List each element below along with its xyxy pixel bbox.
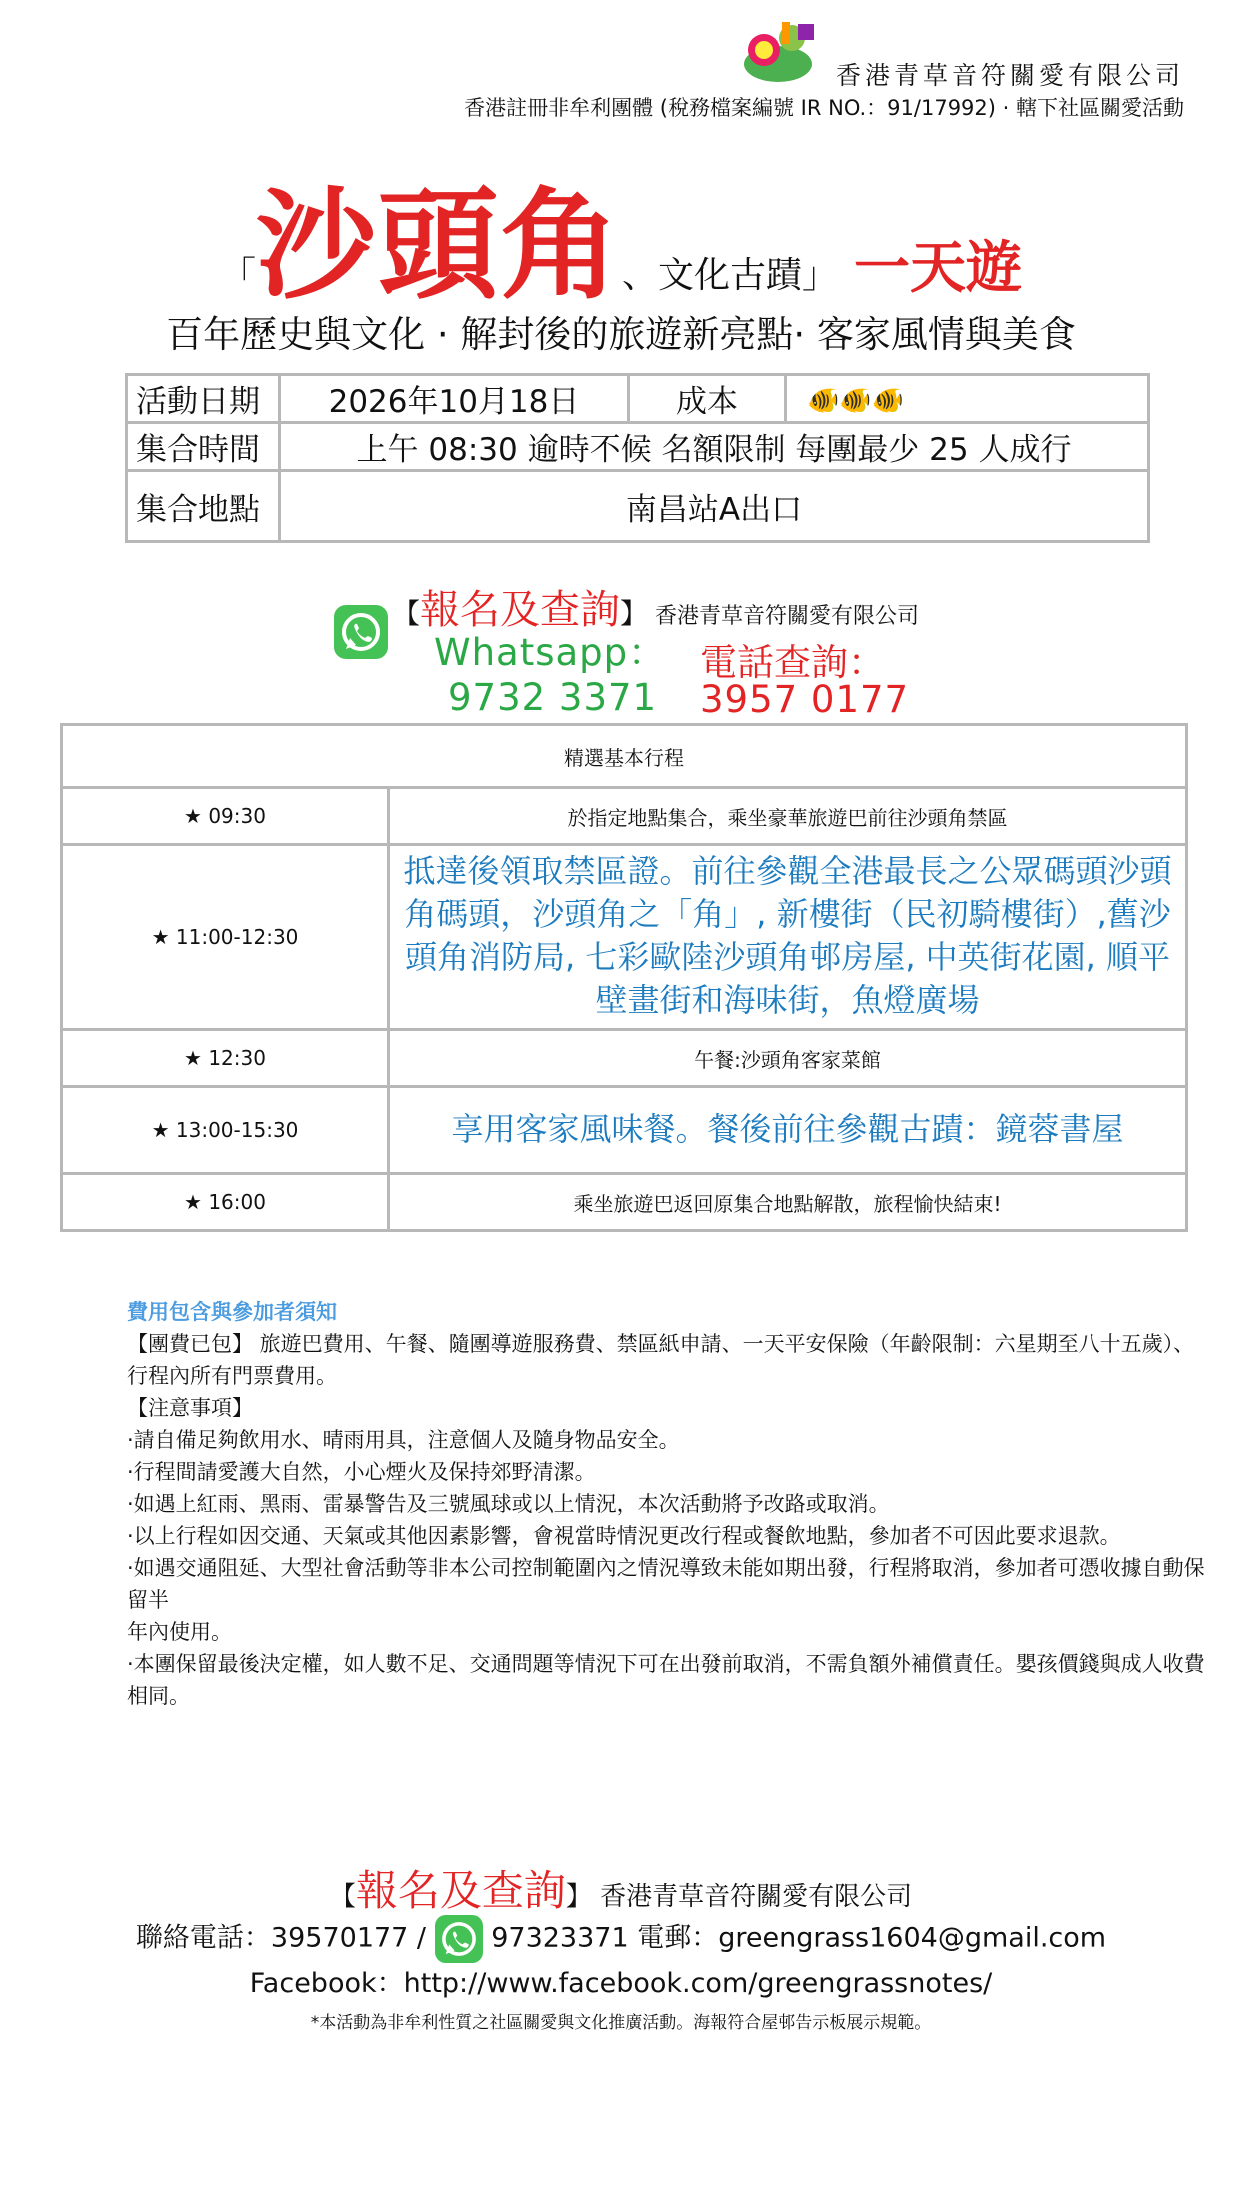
itinerary-time: ★ 11:00-12:30 (62, 845, 389, 1030)
footer-phone[interactable]: 聯絡電話：39570177 / (135, 1922, 427, 1954)
itinerary-heading-row (62, 725, 1187, 788)
notes-item: ·本團保留最後決定權，如人數不足、交通問題等情況下可在出發前取消，不需負額外補償責任。嬰孩價錢與成人收費相同。 (127, 1652, 1205, 1708)
itinerary-time: ★ 16:00 (62, 1174, 389, 1231)
place-value: 南昌站A出口 (280, 471, 1149, 542)
date-label: 活動日期 (127, 375, 280, 423)
itinerary-desc: 午餐:沙頭角客家菜館 (389, 1030, 1187, 1087)
org-logo (742, 20, 832, 86)
title-open-bracket: 「 (219, 255, 256, 296)
cost-label: 成本 (629, 375, 786, 423)
time-label: 集合時間 (127, 423, 280, 471)
itinerary-table (60, 723, 1188, 1232)
whatsapp-label: Whatsapp： (434, 631, 667, 674)
page-title (0, 150, 1242, 316)
info-table (125, 373, 1150, 543)
notes-item: ·行程間請愛護大自然，小心煙火及保持郊野清潔。 (127, 1460, 596, 1484)
itinerary-time: ★ 13:00-15:30 (62, 1087, 389, 1174)
registration-org: 香港青草音符關愛有限公司 (655, 604, 920, 629)
page-subtitle: 百年歷史與文化 · 解封後的旅遊新亮點· 客家風情與美食 (166, 313, 1076, 356)
whatsapp-icon (334, 605, 388, 659)
org-name: 香港青草音符關愛有限公司 (835, 61, 1184, 90)
info-row-time (127, 423, 1149, 471)
org-registration: 香港註冊非牟利團體 (稅務檔案編號 IR NO.：91/17992) · 轄下社區關愛活動 (464, 96, 1184, 120)
notes-item: ·如遇交通阻延、大型社會活動等非本公司控制範圍內之情況導致未能如期出發，行程將取消，參加者可憑收據自動保留半 (127, 1556, 1205, 1612)
footer-registration: 【報名及查詢】 香港青草音符關愛有限公司 (329, 1866, 913, 1915)
whatsapp-icon (435, 1915, 483, 1963)
whatsapp-number[interactable]: 9732 3371 (448, 676, 658, 719)
info-row-date (127, 375, 1149, 423)
itinerary-row (62, 1030, 1187, 1087)
footer-facebook[interactable]: Facebook：http://www.facebook.com/greengrassnotes/ (249, 1968, 993, 1999)
footer-whatsapp-email[interactable]: 97323371 電郵：greengrass1604@gmail.com (491, 1922, 1107, 1954)
itinerary-desc: 享用客家風味餐。餐後前往參觀古蹟：鏡蓉書屋 (389, 1087, 1187, 1174)
phone-label: 電話查詢： (700, 641, 885, 684)
cost-fish-icons: 🐠🐠🐠 (807, 385, 905, 416)
footer-registration-title: 報名及查詢 (355, 1866, 566, 1915)
place-label: 集合地點 (127, 471, 280, 542)
itinerary-row (62, 845, 1187, 1030)
title-highlight: 一天遊 (854, 236, 1023, 301)
notes-section (127, 1296, 1207, 1712)
notes-item: ·如遇上紅雨、黑雨、雷暴警告及三號風球或以上情況，本次活動將予改路或取消。 (127, 1492, 890, 1516)
itinerary-desc: 於指定地點集合，乘坐豪華旅遊巴前往沙頭角禁區 (389, 788, 1187, 845)
notes-item: ·以上行程如因交通、天氣或其他因素影響，會視當時情況更改行程或餐飲地點，參加者不可因此要求退款。 (127, 1524, 1121, 1548)
notes-heading: 費用包含與參加者須知 (127, 1300, 337, 1324)
itinerary-desc: 乘坐旅遊巴返回原集合地點解散，旅程愉快結束! (389, 1174, 1187, 1231)
notes-included: 【團費已包】 旅遊巴費用、午餐、隨團導遊服務費、禁區紙申請、一天平安保險（年齡限制：六星期至八十五歲）、行程內所有門票費用。 (127, 1332, 1195, 1388)
time-value: 上午 08:30 逾時不候 名額限制 每團最少 25 人成行 (280, 423, 1149, 471)
itinerary-heading: 精選基本行程 (62, 725, 1187, 788)
date-value: 2026年10月18日 (280, 375, 629, 423)
footer-contact (0, 1915, 1242, 1963)
title-main: 沙頭角 (256, 177, 622, 316)
footer-registration-org: 香港青草音符關愛有限公司 (600, 1882, 913, 1912)
notes-item: 年內使用。 (127, 1620, 232, 1644)
itinerary-row (62, 1087, 1187, 1174)
title-sub: 、文化古蹟」 (622, 255, 839, 296)
notes-caution-title: 【注意事項】 (127, 1396, 253, 1420)
itinerary-time: ★ 09:30 (62, 788, 389, 845)
phone-number[interactable]: 3957 0177 (700, 678, 910, 721)
footer-disclaimer: *本活動為非牟利性質之社區關愛與文化推廣活動。海報符合屋邨告示板展示規範。 (310, 2013, 932, 2033)
registration-heading: 【報名及查詢】 香港青草音符關愛有限公司 (392, 587, 920, 633)
itinerary-row (62, 1174, 1187, 1231)
registration-title: 報名及查詢 (420, 587, 621, 633)
itinerary-time: ★ 12:30 (62, 1030, 389, 1087)
itinerary-row (62, 788, 1187, 845)
info-row-place (127, 471, 1149, 542)
notes-item: ·請自備足夠飲用水、晴雨用具，注意個人及隨身物品安全。 (127, 1428, 680, 1452)
itinerary-desc: 抵達後領取禁區證。前往參觀全港最長之公眾碼頭沙頭角碼頭，沙頭角之「角」, 新樓街（民初騎樓街）,舊沙頭角消防局, 七彩歐陸沙頭角邨房屋, 中英街花園, 順平壁畫街和海味街，魚燈廣場 (389, 845, 1187, 1030)
